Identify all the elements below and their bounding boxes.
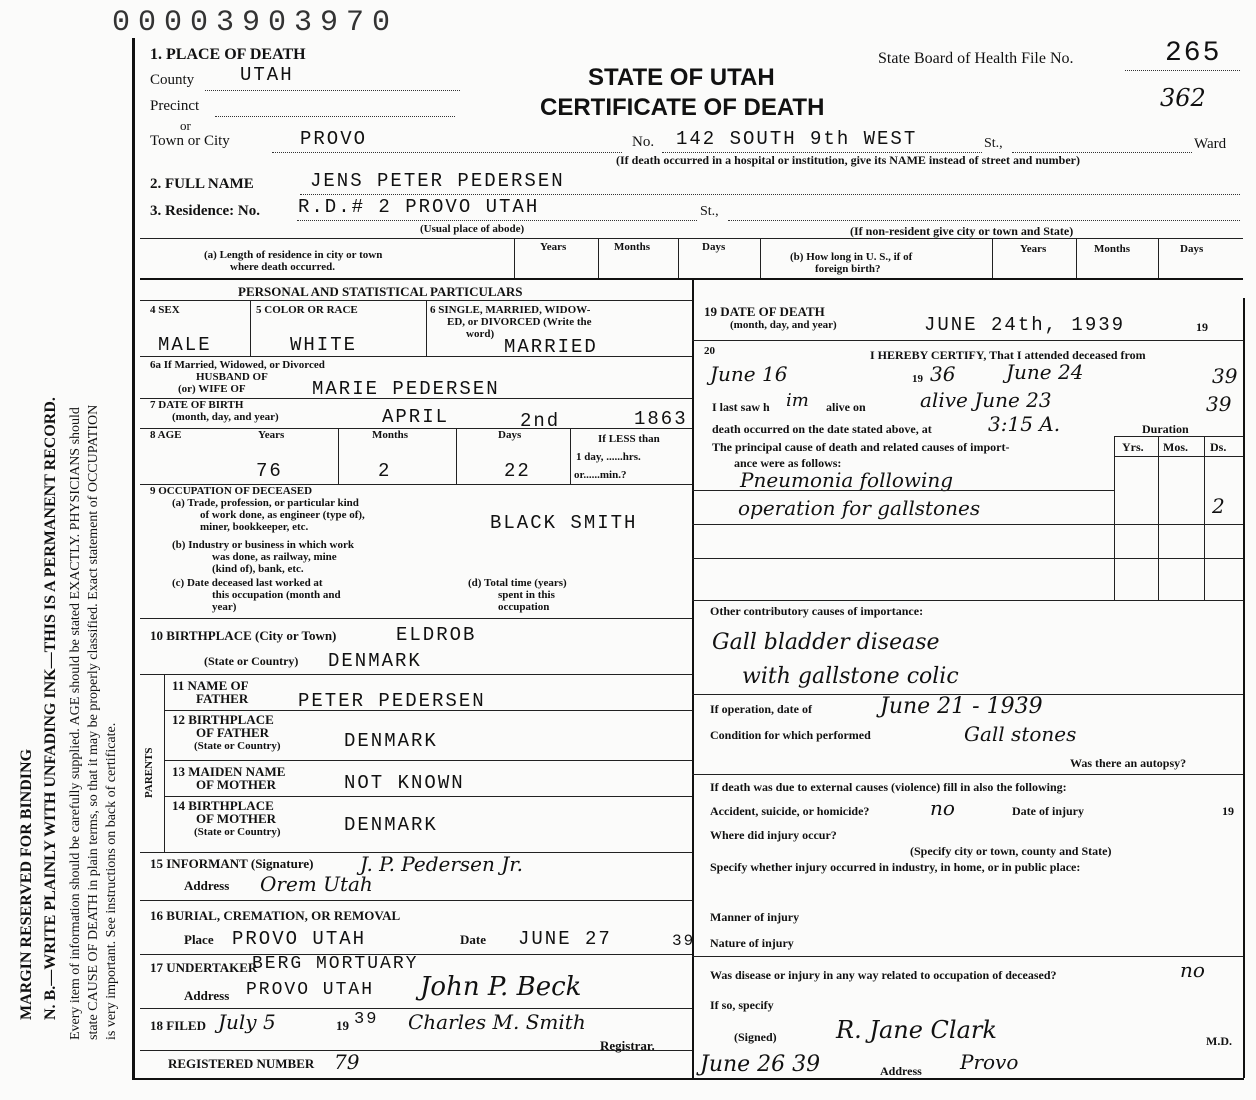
mother-name: NOT KNOWN bbox=[344, 772, 465, 794]
mother-name-label-1: 13 MAIDEN NAME bbox=[172, 764, 286, 779]
father-birthplace-label-2: OF FATHER bbox=[196, 725, 270, 740]
occupation-a-2: of work done, as engineer (type of), bbox=[200, 509, 365, 521]
injury-date-label: Date of injury bbox=[1012, 804, 1084, 818]
marital-label-2: ED, or DIVORCED (Write the bbox=[447, 316, 592, 328]
principal-cause-label-1: The principal cause of death and related causes of import- bbox=[712, 440, 1010, 454]
occupation-b-1: (b) Industry or business in which work bbox=[172, 539, 354, 551]
hospital-note: (If death occurred in a hospital or institution, give its NAME instead of street and number) bbox=[616, 153, 1081, 167]
frame-right bbox=[1243, 298, 1245, 1078]
spouse-label-2: HUSBAND OF bbox=[196, 371, 268, 383]
res-years-label: Years bbox=[540, 241, 567, 253]
father-name-label-2: FATHER bbox=[196, 691, 249, 706]
burial-date: JUNE 27 bbox=[518, 928, 612, 950]
signed-label: (Signed) bbox=[734, 1030, 777, 1044]
age-months-label: Months bbox=[372, 429, 409, 441]
dob-label-2: (month, day, and year) bbox=[172, 411, 279, 423]
burial-place: PROVO UTAH bbox=[232, 928, 367, 950]
registered-number: 79 bbox=[334, 1050, 360, 1074]
certify-number: 20 bbox=[704, 345, 715, 357]
less-than-label-3: or......min.? bbox=[574, 469, 627, 481]
last-saw-date: alive June 23 bbox=[920, 388, 1052, 412]
birthplace-label: 10 BIRTHPLACE (City or Town) bbox=[150, 628, 337, 643]
attended-from-19: 19 bbox=[912, 373, 923, 385]
precinct-label: Precinct bbox=[150, 98, 200, 114]
dob-month: APRIL bbox=[382, 406, 450, 428]
marital-label-1: 6 SINGLE, MARRIED, WIDOW- bbox=[430, 304, 591, 316]
marital-label-3: word) bbox=[466, 328, 495, 340]
birthplace-state-label: (State or Country) bbox=[204, 654, 299, 668]
burial-place-label: Place bbox=[184, 932, 214, 947]
sex-value: MALE bbox=[158, 334, 212, 356]
duration-mos: Mos. bbox=[1163, 440, 1188, 454]
cause-line-1: Pneumonia following bbox=[740, 468, 954, 492]
time-of-death: 3:15 A. bbox=[988, 412, 1061, 436]
burial-year: 39 bbox=[672, 932, 696, 950]
father-birthplace-label-1: 12 BIRTHPLACE bbox=[172, 712, 274, 727]
full-name-label: 2. FULL NAME bbox=[150, 176, 254, 192]
autopsy-label: Was there an autopsy? bbox=[1070, 756, 1187, 770]
occupation-heading: 9 OCCUPATION OF DECEASED bbox=[150, 485, 313, 497]
operation-date: June 21 - 1939 bbox=[880, 694, 1043, 719]
town-value: PROVO bbox=[300, 128, 368, 150]
occurred-at-label: death occurred on the date stated above, at bbox=[712, 422, 932, 436]
less-than-label-2: 1 day, ......hrs. bbox=[576, 451, 641, 463]
personal-heading: PERSONAL AND STATISTICAL PARTICULARS bbox=[238, 284, 523, 299]
full-name-value: JENS PETER PEDERSEN bbox=[310, 170, 565, 192]
age-days-label: Days bbox=[498, 429, 522, 441]
undertaker-name: BERG MORTUARY bbox=[252, 954, 419, 974]
margin-instructions-3: is very important. See instructions on back of certificate. bbox=[104, 722, 119, 1040]
birthplace-country: DENMARK bbox=[328, 650, 422, 672]
injury-19: 19 bbox=[1222, 804, 1234, 818]
physician-address-label: Address bbox=[880, 1064, 922, 1078]
spouse-label-3: (or) WIFE OF bbox=[178, 383, 246, 395]
certificate-state-title: STATE OF UTAH bbox=[588, 64, 775, 91]
mother-birthplace-label-2: OF MOTHER bbox=[196, 811, 277, 826]
father-birthplace-label-3: (State or Country) bbox=[194, 740, 281, 752]
mother-birthplace-label-1: 14 BIRTHPLACE bbox=[172, 798, 274, 813]
condition-value: Gall stones bbox=[964, 722, 1077, 746]
filed-date: July 5 bbox=[218, 1010, 276, 1034]
age-label: 8 AGE bbox=[150, 429, 182, 441]
alive-on-label: alive on bbox=[826, 400, 866, 414]
age-days: 22 bbox=[504, 460, 531, 482]
less-than-label-1: If LESS than bbox=[598, 433, 660, 445]
registered-number-label: REGISTERED NUMBER bbox=[168, 1056, 315, 1071]
length-residence-label-b: where death occurred. bbox=[230, 261, 335, 273]
md-label: M.D. bbox=[1206, 1034, 1232, 1048]
contributory-label: Other contributory causes of importance: bbox=[710, 604, 924, 618]
res-months-label: Months bbox=[614, 241, 651, 253]
occupation-d-3: occupation bbox=[498, 601, 550, 613]
manner-label: Manner of injury bbox=[710, 910, 800, 924]
sex-label: 4 SEX bbox=[150, 304, 180, 316]
residence-st-label: St., bbox=[700, 204, 719, 219]
marital-value: MARRIED bbox=[504, 336, 598, 358]
registrar-signature: Charles M. Smith bbox=[408, 1010, 586, 1034]
undertaker-signature: John P. Beck bbox=[420, 972, 582, 1002]
certificate-title: CERTIFICATE OF DEATH bbox=[540, 94, 825, 121]
father-name-label-1: 11 NAME OF bbox=[172, 678, 249, 693]
father-birthplace: DENMARK bbox=[344, 730, 438, 752]
margin-instructions-1: Every item of information should be carefully supplied. AGE should be stated EXACTLY. PHYSICIANS should bbox=[68, 407, 83, 1040]
residence-value: R.D.# 2 PROVO UTAH bbox=[298, 196, 540, 218]
date-of-death-label-2: (month, day, and year) bbox=[730, 319, 837, 331]
occupation-related-label: Was disease or injury in any way related to occupation of deceased? bbox=[710, 968, 1057, 982]
file-number-label: State Board of Health File No. bbox=[878, 50, 1074, 67]
filed-label: 18 FILED bbox=[150, 1018, 206, 1033]
occupation-c-2: this occupation (month and bbox=[212, 589, 341, 601]
filed-year: 39 bbox=[354, 1010, 379, 1029]
cause-line-2: operation for gallstones bbox=[738, 496, 981, 520]
specify-city-note: (Specify city or town, county and State) bbox=[910, 844, 1112, 858]
burial-date-label: Date bbox=[460, 932, 486, 947]
occupation-a-1: (a) Trade, profession, or particular kind bbox=[172, 497, 359, 509]
margin-nb-note: N. B.—WRITE PLAINLY WITH UNFADING INK—THIS IS A PERMANENT RECORD. bbox=[42, 397, 59, 1020]
father-name: PETER PEDERSEN bbox=[298, 690, 486, 712]
us-label-a: (b) How long in U. S., if of bbox=[790, 251, 913, 263]
or-label: or bbox=[180, 118, 191, 133]
place-of-death-heading: 1. PLACE OF DEATH bbox=[150, 46, 306, 63]
registrar-label: Registrar. bbox=[600, 1038, 655, 1053]
frame-left bbox=[132, 38, 135, 1078]
certify-label: I HEREBY CERTIFY, That I attended deceased from bbox=[870, 348, 1146, 362]
attended-from-year: 36 bbox=[930, 362, 956, 386]
attended-to: June 24 bbox=[1006, 360, 1084, 384]
contributory-2: with gallstone colic bbox=[742, 664, 959, 689]
age-years-label: Years bbox=[258, 429, 285, 441]
duration-yrs: Yrs. bbox=[1122, 440, 1144, 454]
street-st-label: St., bbox=[984, 136, 1003, 151]
duration-ds: Ds. bbox=[1210, 440, 1227, 454]
frame-bottom bbox=[132, 1078, 1244, 1080]
informant-address: Orem Utah bbox=[260, 872, 373, 896]
abode-note: (Usual place of abode) bbox=[420, 223, 525, 235]
spouse-label-1: 6a If Married, Widowed, or Divorced bbox=[150, 359, 325, 371]
age-months: 2 bbox=[378, 460, 392, 482]
dob-day: 2nd bbox=[520, 410, 561, 432]
street-value: 142 SOUTH 9th WEST bbox=[676, 128, 918, 150]
occupation-value: BLACK SMITH bbox=[490, 512, 638, 534]
parents-label: PARENTS bbox=[143, 747, 155, 798]
occupation-c-1: (c) Date deceased last worked at bbox=[172, 577, 323, 589]
serial-number: 00003903970 bbox=[112, 6, 399, 40]
occupation-b-3: (kind of), bank, etc. bbox=[212, 563, 304, 575]
dob-label-1: 7 DATE OF BIRTH bbox=[150, 399, 244, 411]
us-months-label: Months bbox=[1094, 243, 1131, 255]
undertaker-address-label: Address bbox=[184, 988, 230, 1003]
us-label-b: foreign birth? bbox=[815, 263, 881, 275]
undertaker-label: 17 UNDERTAKER bbox=[150, 960, 258, 975]
condition-label: Condition for which performed bbox=[710, 728, 871, 742]
accident-value: no bbox=[930, 796, 955, 820]
last-saw-him: im bbox=[786, 390, 809, 411]
physician-signature: R. Jane Clark bbox=[836, 1016, 997, 1044]
margin-instructions-2: state CAUSE OF DEATH in plain terms, so that it may be properly classified. Exact statement of OCCUPATION bbox=[86, 404, 101, 1040]
nature-label: Nature of injury bbox=[710, 936, 794, 950]
column-divider bbox=[692, 280, 694, 1078]
nonresident-note: (If non-resident give city or town and State) bbox=[850, 224, 1074, 238]
ward-label: Ward bbox=[1194, 136, 1227, 152]
residence-label: 3. Residence: No. bbox=[150, 203, 260, 219]
attended-from: June 16 bbox=[710, 362, 788, 386]
physician-address: Provo bbox=[960, 1050, 1019, 1074]
duration-label: Duration bbox=[1142, 422, 1189, 436]
undertaker-address: PROVO UTAH bbox=[246, 980, 375, 1000]
informant-label: 15 INFORMANT (Signature) bbox=[150, 856, 314, 871]
where-injury-label: Where did injury occur? bbox=[710, 828, 837, 842]
burial-label: 16 BURIAL, CREMATION, OR REMOVAL bbox=[150, 908, 401, 923]
res-days-label: Days bbox=[702, 241, 726, 253]
county-value: UTAH bbox=[240, 64, 294, 86]
us-years-label: Years bbox=[1020, 243, 1047, 255]
informant-address-label: Address bbox=[184, 878, 230, 893]
date-of-death: JUNE 24th, 1939 bbox=[924, 314, 1126, 336]
date-of-death-label-1: 19 DATE OF DEATH bbox=[704, 304, 825, 319]
occupation-related-value: no bbox=[1180, 958, 1205, 982]
street-no-label: No. bbox=[632, 134, 655, 150]
dod-19: 19 bbox=[1196, 320, 1208, 334]
file-number: 265 bbox=[1165, 38, 1222, 69]
principal-cause-label-2: ance were as follows: bbox=[734, 456, 842, 470]
county-label: County bbox=[150, 72, 195, 88]
attended-to-year: 39 bbox=[1212, 364, 1238, 388]
if-so-label: If so, specify bbox=[710, 998, 774, 1012]
last-saw-year: 39 bbox=[1206, 392, 1232, 416]
signed-date: June 26 39 bbox=[700, 1052, 821, 1077]
operation-label: If operation, date of bbox=[710, 702, 812, 716]
filed-year-prefix: 19 bbox=[336, 1018, 349, 1033]
occupation-d-1: (d) Total time (years) bbox=[468, 577, 567, 589]
contributory-1: Gall bladder disease bbox=[712, 630, 940, 655]
specify-industry-label: Specify whether injury occurred in industry, in home, or in public place: bbox=[710, 860, 1081, 874]
mother-name-label-2: OF MOTHER bbox=[196, 777, 277, 792]
birthplace-city: ELDROB bbox=[396, 624, 477, 646]
town-label: Town or City bbox=[150, 133, 230, 149]
margin-binding-note: MARGIN RESERVED FOR BINDING bbox=[18, 748, 35, 1020]
dob-year: 1863 bbox=[634, 408, 688, 430]
spouse-value: MARIE PEDERSEN bbox=[312, 378, 500, 400]
file-note: 362 bbox=[1160, 84, 1206, 112]
mother-birthplace: DENMARK bbox=[344, 814, 438, 836]
occupation-b-2: was done, as railway, mine bbox=[212, 551, 337, 563]
informant-signature: J. P. Pedersen Jr. bbox=[360, 852, 523, 876]
occupation-a-3: miner, bookkeeper, etc. bbox=[200, 521, 309, 533]
color-label: 5 COLOR OR RACE bbox=[256, 304, 358, 316]
occupation-d-2: spent in this bbox=[498, 589, 555, 601]
cause-duration: 2 bbox=[1212, 494, 1225, 518]
mother-birthplace-label-3: (State or Country) bbox=[194, 826, 281, 838]
color-value: WHITE bbox=[290, 334, 358, 356]
age-years: 76 bbox=[256, 460, 283, 482]
external-causes-label: If death was due to external causes (violence) fill in also the following: bbox=[710, 780, 1067, 794]
occupation-c-3: year) bbox=[212, 601, 237, 613]
last-saw-label: I last saw h bbox=[712, 400, 770, 414]
accident-label: Accident, suicide, or homicide? bbox=[710, 804, 870, 818]
us-days-label: Days bbox=[1180, 243, 1204, 255]
length-residence-label-a: (a) Length of residence in city or town bbox=[204, 249, 383, 261]
